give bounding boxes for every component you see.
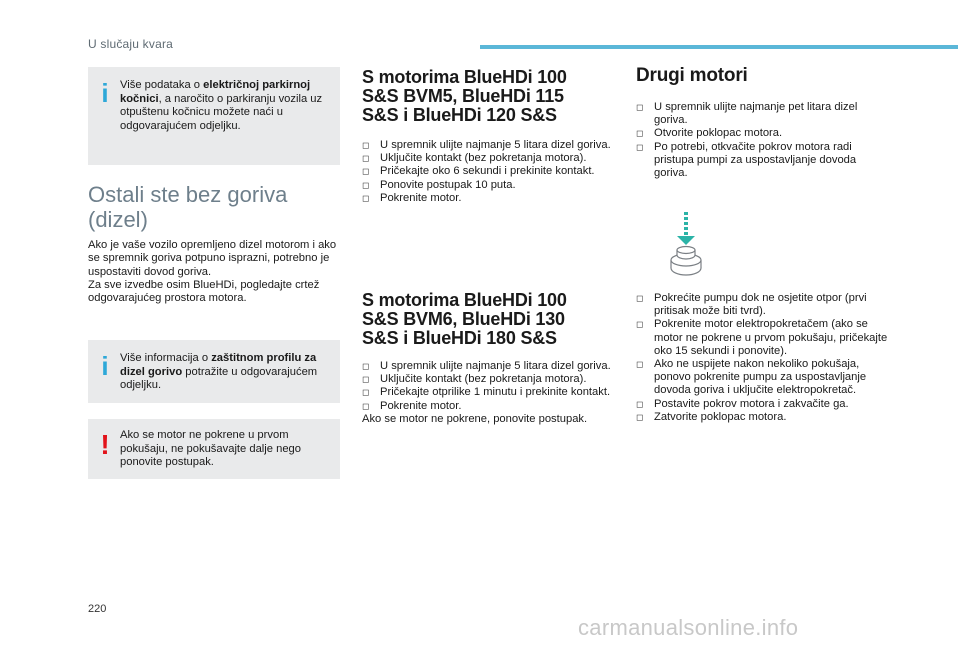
list-item: ◻ Pokrenite motor elektropokretačem (ako se motor ne pokrene u prvom pokušaju, pričekajte oko 15 sekundi i ponovite). (636, 318, 888, 357)
section-title-other-engines: Drugi motori (636, 65, 748, 86)
checkbox-bullet-icon: ◻ (636, 411, 644, 422)
checkbox-bullet-icon: ◻ (636, 398, 644, 409)
page-number: 220 (88, 603, 107, 615)
info-note-diesel-guard (88, 340, 340, 403)
para-line: Ako je vaše vozilo opremljeno dizel motorom i ako se spremnik goriva potpuno isprazni, potrebno je uspostaviti dovod goriva. (88, 239, 337, 278)
list-item: ◻ U spremnik ulijte najmanje pet litara dizel goriva. (636, 101, 858, 127)
priming-pump-icon (666, 210, 706, 280)
checkbox-bullet-icon: ◻ (636, 319, 644, 330)
list-item: ◻ Ponovite postupak 10 puta. (362, 178, 516, 191)
steps-bvm6 (362, 360, 612, 426)
checkbox-bullet-icon: ◻ (636, 128, 644, 139)
chapter-title: U slučaju kvara (88, 37, 174, 51)
list-item: ◻ Zatvorite poklopac motora. (636, 410, 787, 423)
list-item: ◻ U spremnik ulijte najmanje 5 litara dizel goriva. (362, 139, 611, 151)
checkbox-bullet-icon: ◻ (362, 166, 370, 177)
note-text: Više informacija o (120, 352, 212, 364)
info-icon: i (101, 351, 109, 381)
warning-icon: ! (100, 429, 110, 460)
steps-other-1 (636, 101, 890, 180)
checkbox-bullet-icon: ◻ (636, 359, 644, 370)
steps-other-2 (636, 292, 890, 424)
intro-paragraph (88, 239, 340, 305)
list-item: ◻ Ako ne uspijete nakon nekoliko pokušaja, ponovo pokrenite pumpu za uspostavljanje dovoda goriva i uključite elektropokretač. (636, 358, 867, 397)
list-item: ◻ Pokrenite motor. (362, 191, 462, 204)
note-bold: električnoj parkirnoj kočnici (120, 79, 311, 105)
section-title-bvm5: S motorima BlueHDi 100 S&S BVM5, BlueHDi 115 S&S i BlueHDi 120 S&S (362, 67, 567, 125)
list-item: ◻ Otvorite poklopac motora. (636, 127, 783, 140)
note-text: Više podataka o (120, 79, 204, 91)
section-title-bvm6: S motorima BlueHDi 100 S&S BVM6, BlueHDi 130 S&S i BlueHDi 180 S&S (362, 290, 567, 348)
note-text: potražite u odgovarajućem odjeljku. (120, 365, 318, 391)
note-text: , a naročito o parkiranju vozila uz otpuštenu kočnicu možete naći u odgovarajućem odjeljku. (120, 92, 323, 132)
checkbox-bullet-icon: ◻ (362, 387, 370, 398)
checkbox-bullet-icon: ◻ (362, 153, 370, 164)
checkbox-bullet-icon: ◻ (636, 141, 644, 152)
checkbox-bullet-icon: ◻ (362, 192, 370, 203)
list-item: ◻ Pričekajte oko 6 sekundi i prekinite kontakt. (362, 165, 595, 178)
para-line: Za sve izvedbe osim BlueHDi, pogledajte crtež odgovarajućeg prostora motora. (88, 278, 320, 305)
list-item: ◻ Pokrenite motor. (362, 399, 462, 412)
note-bold: zaštitnom profilu za dizel gorivo (120, 352, 317, 378)
note-text: Ako se motor ne pokrene u prvom pokušaju, ne pokušavajte dalje nego ponovite postupak. (120, 429, 301, 468)
list-item: ◻ Uključite kontakt (bez pokretanja motora). (362, 152, 587, 165)
steps-bvm5 (362, 139, 612, 205)
checkbox-bullet-icon: ◻ (362, 179, 370, 190)
section-title-out-of-fuel: Ostali ste bez goriva (dizel) (88, 182, 288, 232)
checkbox-bullet-icon: ◻ (362, 400, 370, 411)
checkbox-bullet-icon: ◻ (636, 293, 644, 303)
checkbox-bullet-icon: ◻ (362, 374, 370, 385)
watermark[interactable]: carmanualsonline.info (578, 615, 799, 640)
checkbox-bullet-icon: ◻ (362, 140, 370, 150)
warning-note (88, 419, 340, 479)
info-note-parking-brake (88, 67, 340, 165)
checkbox-bullet-icon: ◻ (362, 361, 370, 371)
info-icon: i (101, 78, 109, 108)
list-item: ◻ Pokrećite pumpu dok ne osjetite otpor (prvi pritisak može biti tvrd). (636, 292, 867, 318)
checkbox-bullet-icon: ◻ (636, 102, 644, 112)
after-note: Ako se motor ne pokrene, ponovite postupak. (362, 412, 588, 425)
list-item: ◻ Postavite pokrov motora i zakvačite ga. (636, 397, 849, 410)
list-item: ◻ Po potrebi, otkvačite pokrov motora radi pristupa pumpi za uspostavljanje dovoda goriva. (636, 140, 857, 180)
list-item: ◻ Pričekajte otprilike 1 minutu i prekinite kontakt. (362, 386, 611, 399)
list-item: ◻ U spremnik ulijte najmanje 5 litara dizel goriva. (362, 360, 611, 372)
header-accent-bar (480, 45, 958, 49)
list-item: ◻ Uključite kontakt (bez pokretanja motora). (362, 373, 587, 386)
